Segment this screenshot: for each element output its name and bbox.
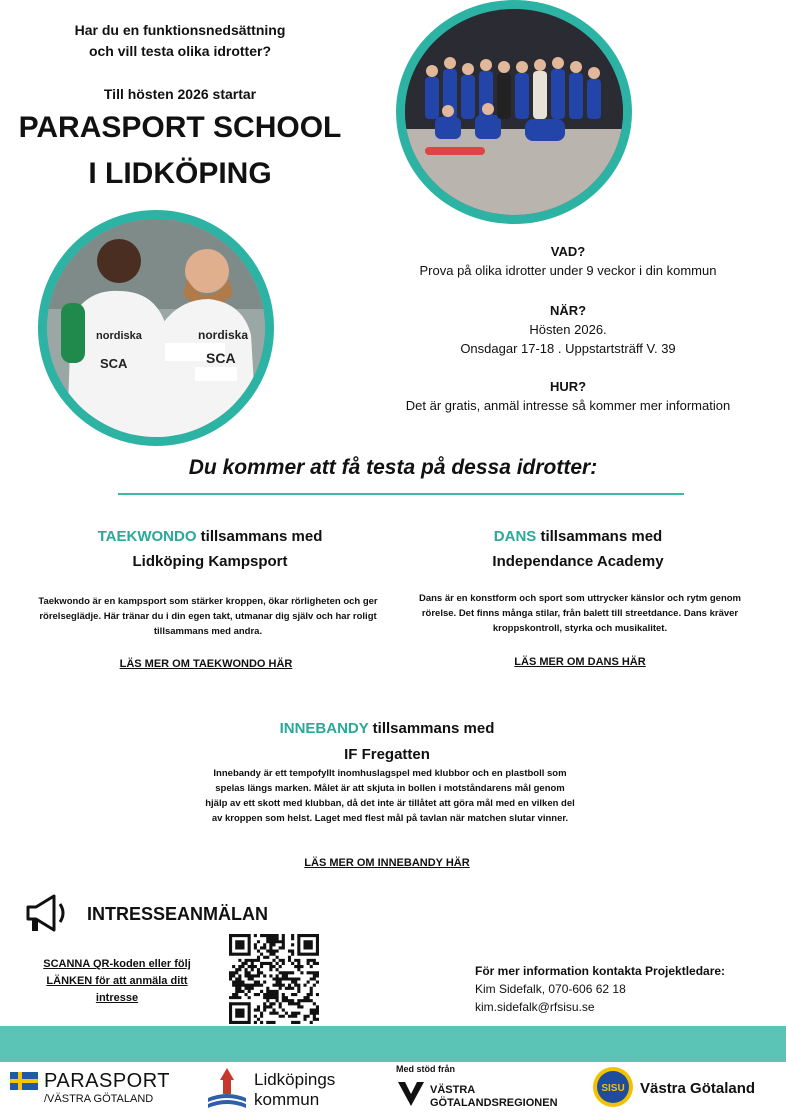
contact-heading: För mer information kontakta Projektledare: bbox=[475, 964, 726, 978]
vgr-logo-text-1: VÄSTRA bbox=[430, 1084, 476, 1096]
footer-band bbox=[0, 1026, 786, 1062]
intro-question bbox=[30, 20, 330, 62]
sisu-badge-icon bbox=[592, 1066, 634, 1108]
page-title-1: PARASPORT SCHOOL bbox=[18, 111, 342, 144]
swedish-flag-icon bbox=[10, 1072, 38, 1090]
parasport-logo-sub: /VÄSTRA GÖTALAND bbox=[44, 1093, 154, 1105]
innebandy-link[interactable]: LÄS MER OM INNEBANDY HÄR bbox=[304, 857, 470, 869]
taekwondo-name: TAEKWONDO bbox=[97, 528, 197, 545]
vgr-arrow-icon bbox=[396, 1080, 426, 1108]
contact-block bbox=[475, 962, 725, 1016]
parasport-logo-text: PARASPORT bbox=[44, 1070, 171, 1092]
intro-start: Till hösten 2026 startar bbox=[103, 86, 257, 102]
section-divider bbox=[118, 493, 684, 495]
jersey-text-left-2: SCA bbox=[100, 356, 128, 371]
dans-link[interactable]: LÄS MER OM DANS HÄR bbox=[514, 656, 646, 668]
how-heading: HUR? bbox=[549, 379, 587, 394]
qr-code[interactable] bbox=[229, 934, 319, 1024]
signup-heading: INTRESSEANMÄLAN bbox=[87, 904, 269, 924]
innebandy-title bbox=[200, 716, 574, 768]
dans-club: Independance Academy bbox=[492, 553, 664, 570]
page-title-2: I LIDKÖPING bbox=[88, 157, 272, 190]
dans-with: tillsammans med bbox=[536, 528, 663, 545]
intro-line-1: Har du en funktionsnedsättning bbox=[74, 22, 286, 38]
section-heading: Du kommer att få testa på dessa idrotter: bbox=[188, 456, 598, 479]
vgr-logo bbox=[396, 1064, 566, 1112]
taekwondo-link[interactable]: LÄS MER OM TAEKWONDO HÄR bbox=[119, 658, 293, 670]
info-block bbox=[380, 242, 756, 415]
signup-scan-link[interactable]: SCANNA QR-koden eller följ LÄNKEN för att anmäla ditt intresse bbox=[43, 958, 191, 1004]
jersey-text-right: nordiska bbox=[198, 328, 249, 342]
dans-title bbox=[400, 524, 756, 574]
taekwondo-title bbox=[30, 524, 390, 574]
megaphone-icon bbox=[24, 892, 70, 934]
parasport-logo bbox=[10, 1070, 180, 1110]
dans-description: Dans är en konstform och sport som uttrycker känslor och rytm genom rörelse. Det finns många stilar, från balett till streetdance. Dans kräver kroppskontroll, styrka och musikalitet. bbox=[418, 593, 742, 634]
jersey-text-right-2: SCA bbox=[206, 350, 236, 366]
innebandy-club: IF Fregatten bbox=[344, 746, 430, 763]
when-text-1: Hösten 2026. bbox=[529, 322, 607, 337]
how-text: Det är gratis, anmäl intresse så kommer mer information bbox=[405, 398, 731, 413]
taekwondo-description: Taekwondo är en kampsport som stärker kroppen, ökar rörligheten och ger rörelseglädje. Här tränar du i din egen takt, utmanar dig själv och har roligt tillsammans med andra. bbox=[38, 596, 378, 637]
lidkoping-crest-icon bbox=[204, 1066, 250, 1110]
sisu-logo bbox=[592, 1066, 778, 1110]
lidkoping-logo-text-1: Lidköpings bbox=[254, 1070, 336, 1089]
sisu-logo-text: Västra Götaland bbox=[640, 1080, 756, 1097]
taekwondo-club: Lidköping Kampsport bbox=[132, 553, 288, 570]
what-heading: VAD? bbox=[550, 244, 586, 259]
when-text-2: Onsdagar 17-18 . Uppstartsträff V. 39 bbox=[460, 341, 676, 356]
team-photo bbox=[396, 0, 632, 224]
innebandy-name: INNEBANDY bbox=[279, 720, 369, 737]
jersey-text-left: nordiska bbox=[96, 330, 142, 342]
team-photo-illustration bbox=[405, 9, 623, 215]
innebandy-description: Innebandy är ett tempofyllt inomhuslagspel med klubbor och en plastboll som spelas längs marken. Målet är att skjuta in bollen i motståndarens mål genom hjälp av ett skott med klubban, då det inte är tillåtet att göra mål med en vilken del av kroppen som helst. Laget med flest mål på tavlan när matchen slutar vinner. bbox=[205, 768, 575, 824]
vgr-logo-pre: Med stöd från bbox=[396, 1064, 456, 1074]
intro-line-2: och vill testa olika idrotter? bbox=[88, 43, 272, 59]
what-text: Prova på olika idrotter under 9 veckor i din kommun bbox=[419, 263, 717, 278]
dans-name: DANS bbox=[493, 528, 537, 545]
contact-email[interactable]: kim.sidefalk@rfsisu.se bbox=[475, 1000, 595, 1014]
sisu-badge-text: SISU bbox=[601, 1083, 625, 1094]
contact-name-phone: Kim Sidefalk, 070-606 62 18 bbox=[475, 982, 626, 996]
lidkoping-logo bbox=[204, 1066, 354, 1110]
vgr-logo-text-2: GÖTALANDSREGIONEN bbox=[430, 1097, 558, 1109]
when-heading: NÄR? bbox=[549, 303, 587, 318]
innebandy-with: tillsammans med bbox=[368, 720, 495, 737]
lidkoping-logo-text-2: kommun bbox=[254, 1090, 320, 1109]
taekwondo-with: tillsammans med bbox=[196, 528, 323, 545]
qr-modules bbox=[229, 934, 319, 1024]
